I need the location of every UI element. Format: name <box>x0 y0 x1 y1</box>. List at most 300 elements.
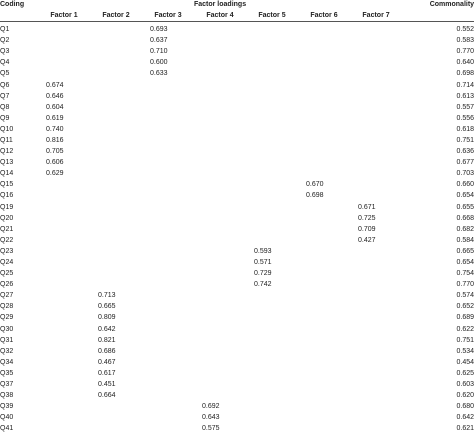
table-row <box>0 412 474 423</box>
table-row <box>0 79 474 90</box>
communality-cell: 0.622 <box>456 325 474 333</box>
factor-loading-cell <box>350 113 402 124</box>
communality-cell: 0.677 <box>456 159 474 167</box>
factor-loading-cell <box>194 22 246 36</box>
factor-loading-cell <box>350 157 402 168</box>
table-row <box>0 346 474 357</box>
factor-loading-cell <box>90 257 142 268</box>
communality-cell: 0.603 <box>456 381 474 389</box>
factor-loading-cell <box>194 246 246 257</box>
factor-loading-cell <box>298 57 350 68</box>
factor-loading-cell <box>246 179 298 190</box>
item-code-cell: Q32 <box>0 347 14 355</box>
factor-loading-cell <box>90 35 142 46</box>
factor-loading-cell <box>194 379 246 390</box>
item-code-cell: Q41 <box>0 425 14 433</box>
factor-loading-cell <box>298 168 350 179</box>
factor-loading-cell: 0.467 <box>98 358 116 366</box>
item-code-cell: Q7 <box>0 92 10 100</box>
factor-loading-cell <box>246 35 298 46</box>
factor-loading-cell <box>246 346 298 357</box>
factor-loading-cell <box>298 213 350 224</box>
factor-loading-cell <box>38 379 90 390</box>
factor-loading-cell <box>350 68 402 79</box>
factor-loading-cell <box>90 79 142 90</box>
communality-cell: 0.668 <box>456 214 474 222</box>
factor-loading-cell <box>38 224 90 235</box>
factor-loading-cell <box>350 246 402 257</box>
factor-loading-cell: 0.665 <box>98 303 116 311</box>
factor-loading-cell <box>142 423 194 434</box>
table-row <box>0 379 474 390</box>
factor-loading-cell <box>298 202 350 213</box>
factor-loading-cell <box>38 213 90 224</box>
factor-loading-cell: 0.809 <box>98 314 116 322</box>
factor-loading-cell <box>298 324 350 335</box>
factor-header: Factor 3 <box>142 10 194 22</box>
factor-loading-cell <box>90 91 142 102</box>
factor-loading-cell <box>38 179 90 190</box>
factor-loading-cell <box>350 335 402 346</box>
factor-loading-cell: 0.617 <box>98 369 116 377</box>
factor-loading-cell <box>350 412 402 423</box>
table-row <box>0 124 474 135</box>
factor-loading-cell <box>350 35 402 46</box>
communality-cell: 0.574 <box>456 292 474 300</box>
factor-loading-cell: 0.742 <box>254 281 272 289</box>
item-code-cell: Q9 <box>0 114 10 122</box>
factor-loading-cell <box>142 268 194 279</box>
factor-loading-cell <box>298 135 350 146</box>
factor-loading-cell <box>246 412 298 423</box>
communality-cell: 0.654 <box>456 259 474 267</box>
factor-loading-cell <box>298 68 350 79</box>
factor-loading-cell: 0.821 <box>98 336 116 344</box>
table-row <box>0 146 474 157</box>
communality-cell: 0.703 <box>456 170 474 178</box>
factor-loading-cell: 0.670 <box>306 181 324 189</box>
item-code-cell: Q22 <box>0 236 14 244</box>
table-row <box>0 57 474 68</box>
table-row <box>0 312 474 323</box>
table-row <box>0 390 474 401</box>
communality-cell: 0.698 <box>456 70 474 78</box>
factor-loading-cell <box>194 279 246 290</box>
factor-loading-cell <box>246 168 298 179</box>
factor-loading-cell <box>142 301 194 312</box>
factor-loading-cell <box>246 46 298 57</box>
factor-loading-cell <box>194 113 246 124</box>
factor-loading-cell <box>194 390 246 401</box>
item-code-cell: Q28 <box>0 303 14 311</box>
table-row <box>0 46 474 57</box>
table-row <box>0 257 474 268</box>
factor-loading-cell <box>142 246 194 257</box>
item-code-cell: Q16 <box>0 192 14 200</box>
table-row <box>0 91 474 102</box>
item-code-cell: Q29 <box>0 314 14 322</box>
table-row <box>0 246 474 257</box>
factor-loading-cell <box>142 213 194 224</box>
factor-loading-cell <box>350 146 402 157</box>
table-row <box>0 368 474 379</box>
item-code-cell: Q19 <box>0 203 14 211</box>
factor-loading-cell <box>90 102 142 113</box>
factor-loading-cell <box>90 246 142 257</box>
factor-loading-cell <box>194 213 246 224</box>
factor-loading-cell: 0.593 <box>254 247 272 255</box>
factor-loading-cell <box>298 335 350 346</box>
item-code-cell: Q11 <box>0 136 13 144</box>
item-code-cell: Q24 <box>0 259 14 267</box>
communality-cell: 0.689 <box>456 314 474 322</box>
factor-loading-cell <box>298 268 350 279</box>
factor-loading-cell <box>246 301 298 312</box>
factor-loading-cell: 0.575 <box>202 425 220 433</box>
table-row <box>0 68 474 79</box>
factor-loading-cell <box>246 113 298 124</box>
factor-loading-cell <box>246 157 298 168</box>
factor-loading-cell <box>38 412 90 423</box>
table-row <box>0 290 474 301</box>
factor-loading-cell <box>350 279 402 290</box>
table-row <box>0 335 474 346</box>
factor-loading-cell <box>38 290 90 301</box>
factor-loading-cell <box>298 290 350 301</box>
factor-loading-cell <box>38 57 90 68</box>
item-code-cell: Q15 <box>0 181 14 189</box>
factor-loading-cell <box>246 213 298 224</box>
factor-loading-cell <box>142 357 194 368</box>
item-code-cell: Q26 <box>0 281 14 289</box>
factor-loading-cell <box>90 401 142 412</box>
factor-loading-cell <box>142 179 194 190</box>
factor-loading-cell: 0.629 <box>46 170 64 178</box>
item-code-cell: Q4 <box>0 59 10 67</box>
factor-loading-cell <box>38 279 90 290</box>
factor-header: Factor 7 <box>350 10 402 22</box>
factor-loading-cell <box>194 301 246 312</box>
factor-loading-cell <box>298 146 350 157</box>
factor-loading-cell <box>246 379 298 390</box>
factor-header: Factor 4 <box>194 10 246 22</box>
table-row <box>0 190 474 201</box>
factor-loading-cell <box>194 235 246 246</box>
factor-loading-cell <box>350 379 402 390</box>
factor-loading-cell <box>142 79 194 90</box>
table-row <box>0 179 474 190</box>
factor-loading-cell: 0.606 <box>46 159 64 167</box>
factor-loading-cell <box>246 124 298 135</box>
factor-loading-cell <box>246 91 298 102</box>
communality-cell: 0.652 <box>456 303 474 311</box>
communality-cell: 0.751 <box>456 336 474 344</box>
factor-loading-cell: 0.604 <box>46 103 64 111</box>
factor-loading-cell <box>142 102 194 113</box>
communality-cell: 0.714 <box>456 81 474 89</box>
factor-loading-cell <box>350 324 402 335</box>
factor-loading-cell: 0.633 <box>150 70 168 78</box>
factor-loading-cell <box>246 335 298 346</box>
factor-loading-cell <box>142 202 194 213</box>
coding-subheader-blank <box>0 10 38 22</box>
factor-loading-cell: 0.713 <box>98 292 116 300</box>
factor-loading-cell <box>246 102 298 113</box>
item-code-cell: Q6 <box>0 81 10 89</box>
factor-loading-cell <box>350 168 402 179</box>
factor-loading-cell <box>194 257 246 268</box>
factor-loading-cell <box>246 68 298 79</box>
factor-loading-cell <box>246 224 298 235</box>
factor-loading-cell <box>350 135 402 146</box>
item-code-cell: Q39 <box>0 403 14 411</box>
factor-loading-cell <box>194 124 246 135</box>
factor-loading-cell <box>246 57 298 68</box>
factor-loading-cell: 0.692 <box>202 403 220 411</box>
communality-cell: 0.552 <box>456 26 474 34</box>
factor-loading-cell <box>350 423 402 434</box>
communality-cell: 0.621 <box>456 425 474 433</box>
factor-loading-cell <box>142 146 194 157</box>
factor-loading-cell <box>90 146 142 157</box>
table-row <box>0 157 474 168</box>
communality-cell: 0.754 <box>456 270 474 278</box>
factor-loading-cell <box>350 401 402 412</box>
factor-loading-cell: 0.427 <box>358 236 376 244</box>
factor-loading-cell <box>246 202 298 213</box>
factor-loading-cell: 0.664 <box>98 392 116 400</box>
factor-loading-cell <box>142 335 194 346</box>
factor-loading-cell <box>194 102 246 113</box>
factor-loading-cell <box>350 79 402 90</box>
table-row <box>0 202 474 213</box>
item-code-cell: Q14 <box>0 170 14 178</box>
factor-loading-cell <box>194 268 246 279</box>
communality-cell: 0.770 <box>456 48 474 56</box>
factor-loading-cell <box>142 379 194 390</box>
item-code-cell: Q21 <box>0 225 14 233</box>
factor-loading-cell <box>194 368 246 379</box>
table-row <box>0 268 474 279</box>
factor-loading-cell <box>90 224 142 235</box>
factor-loading-cell <box>298 246 350 257</box>
factor-loading-cell <box>38 390 90 401</box>
table-row <box>0 423 474 434</box>
table-body <box>0 22 474 435</box>
factor-loading-cell: 0.725 <box>358 214 376 222</box>
factor-loading-cell <box>194 324 246 335</box>
factor-loading-cell <box>142 168 194 179</box>
factor-loading-cell <box>298 279 350 290</box>
communality-cell: 0.682 <box>456 225 474 233</box>
communality-cell: 0.654 <box>456 192 474 200</box>
factor-loading-cell <box>350 390 402 401</box>
table-row <box>0 102 474 113</box>
factor-loading-cell <box>142 346 194 357</box>
table-row <box>0 113 474 124</box>
factor-loading-cell: 0.619 <box>46 114 64 122</box>
factor-loading-cell <box>298 423 350 434</box>
factor-loading-cell <box>298 257 350 268</box>
factor-loading-cell <box>298 46 350 57</box>
factor-loading-cell: 0.693 <box>150 26 168 34</box>
table-row <box>0 279 474 290</box>
factor-loading-cell <box>246 390 298 401</box>
item-code-cell: Q35 <box>0 369 14 377</box>
item-code-cell: Q27 <box>0 292 14 300</box>
factor-loading-cell <box>90 279 142 290</box>
factor-loading-cell <box>350 312 402 323</box>
communality-cell: 0.613 <box>456 92 474 100</box>
factor-loading-cell <box>246 235 298 246</box>
factor-loading-cell <box>298 22 350 36</box>
factor-loading-cell <box>298 102 350 113</box>
factor-loading-cell: 0.710 <box>150 48 168 56</box>
factor-loading-cell <box>194 135 246 146</box>
factor-loading-cell <box>194 224 246 235</box>
item-code-cell: Q13 <box>0 159 14 167</box>
factor-loading-cell <box>38 46 90 57</box>
factor-loading-cell <box>38 335 90 346</box>
factor-loading-cell <box>246 401 298 412</box>
item-code-cell: Q34 <box>0 358 14 366</box>
factor-loading-cell <box>194 179 246 190</box>
factor-loading-cell <box>142 235 194 246</box>
factor-loading-cell <box>142 157 194 168</box>
factor-loading-cell <box>90 57 142 68</box>
factor-loading-cell <box>38 268 90 279</box>
factor-loading-cell <box>350 190 402 201</box>
factor-loading-cell <box>246 423 298 434</box>
item-code-cell: Q1 <box>0 26 10 34</box>
factor-loading-cell <box>194 190 246 201</box>
factor-loading-cell <box>194 57 246 68</box>
item-code-cell: Q40 <box>0 414 14 422</box>
factor-loading-cell <box>194 146 246 157</box>
factor-loading-cell <box>38 22 90 36</box>
factor-loading-cell <box>194 290 246 301</box>
communality-cell: 0.655 <box>456 203 474 211</box>
factor-loading-cell: 0.674 <box>46 81 64 89</box>
factor-loading-cell <box>194 312 246 323</box>
factor-loading-cell <box>246 368 298 379</box>
factor-header: Factor 2 <box>90 10 142 22</box>
factor-loading-cell <box>350 179 402 190</box>
header-group-row <box>0 0 474 10</box>
factor-loading-cell <box>90 135 142 146</box>
factor-loading-cell <box>90 423 142 434</box>
factor-loading-cell <box>38 346 90 357</box>
item-code-cell: Q23 <box>0 247 14 255</box>
factor-loading-cell <box>90 22 142 36</box>
communality-subheader-blank <box>402 10 474 22</box>
factor-loading-cell <box>142 190 194 201</box>
factor-loading-cell <box>298 235 350 246</box>
table-row <box>0 224 474 235</box>
factor-loading-cell <box>298 379 350 390</box>
communality-cell: 0.557 <box>456 103 474 111</box>
factor-loading-cell <box>350 257 402 268</box>
factor-loading-cell <box>142 257 194 268</box>
factor-loading-cell <box>38 301 90 312</box>
factor-header: Factor 5 <box>246 10 298 22</box>
factor-loading-cell <box>194 346 246 357</box>
factor-loading-cell <box>194 357 246 368</box>
factor-loading-cell: 0.705 <box>46 148 64 156</box>
communality-cell: 0.584 <box>456 236 474 244</box>
factor-header: Factor 6 <box>298 10 350 22</box>
item-code-cell: Q30 <box>0 325 14 333</box>
factor-loading-cell <box>298 91 350 102</box>
factor-loading-cell <box>298 79 350 90</box>
factor-loading-cell <box>90 46 142 57</box>
factor-loading-cell <box>142 135 194 146</box>
communality-header: Commonality <box>429 1 474 8</box>
factor-loading-cell <box>142 312 194 323</box>
factor-loading-cell <box>350 346 402 357</box>
factor-loading-cell <box>90 190 142 201</box>
factor-loading-cell <box>38 190 90 201</box>
factor-loading-cell <box>350 357 402 368</box>
item-code-cell: Q10 <box>0 125 14 133</box>
factor-loading-cell: 0.637 <box>150 37 168 45</box>
factor-loading-cell <box>298 368 350 379</box>
header-factor-row <box>0 10 474 22</box>
factor-loading-cell <box>142 91 194 102</box>
factor-loading-cell <box>194 202 246 213</box>
factor-loading-cell <box>246 357 298 368</box>
factor-loading-cell <box>194 335 246 346</box>
item-code-cell: Q2 <box>0 37 10 45</box>
factor-loading-cell <box>90 124 142 135</box>
factor-header: Factor 1 <box>38 10 90 22</box>
factor-loading-cell <box>350 368 402 379</box>
communality-cell: 0.556 <box>456 114 474 122</box>
factor-loading-cell: 0.740 <box>46 125 64 133</box>
item-code-cell: Q12 <box>0 148 14 156</box>
factor-loading-cell <box>90 202 142 213</box>
communality-cell: 0.680 <box>456 403 474 411</box>
factor-loading-cell: 0.643 <box>202 414 220 422</box>
item-code-cell: Q5 <box>0 70 10 78</box>
factor-loading-cell <box>246 79 298 90</box>
factor-loading-cell <box>194 46 246 57</box>
table-row <box>0 357 474 368</box>
communality-cell: 0.640 <box>456 59 474 67</box>
factor-loading-cell <box>246 324 298 335</box>
factor-loading-cell <box>142 390 194 401</box>
factor-loading-cell <box>38 401 90 412</box>
factor-loading-cell <box>298 35 350 46</box>
factor-loading-cell: 0.600 <box>150 59 168 67</box>
factor-loading-cell <box>350 57 402 68</box>
factor-loading-cell <box>246 290 298 301</box>
communality-cell: 0.770 <box>456 281 474 289</box>
communality-cell: 0.665 <box>456 247 474 255</box>
factor-loading-cell <box>38 35 90 46</box>
factor-loading-cell <box>90 168 142 179</box>
table-header <box>0 0 474 22</box>
item-code-cell: Q31 <box>0 336 14 344</box>
table-row <box>0 22 474 36</box>
table-row <box>0 301 474 312</box>
factor-loading-cell <box>142 124 194 135</box>
factor-loading-cell <box>350 301 402 312</box>
factor-loading-cell <box>90 268 142 279</box>
factor-loading-cell <box>142 113 194 124</box>
table-row <box>0 35 474 46</box>
factor-loading-cell <box>298 312 350 323</box>
